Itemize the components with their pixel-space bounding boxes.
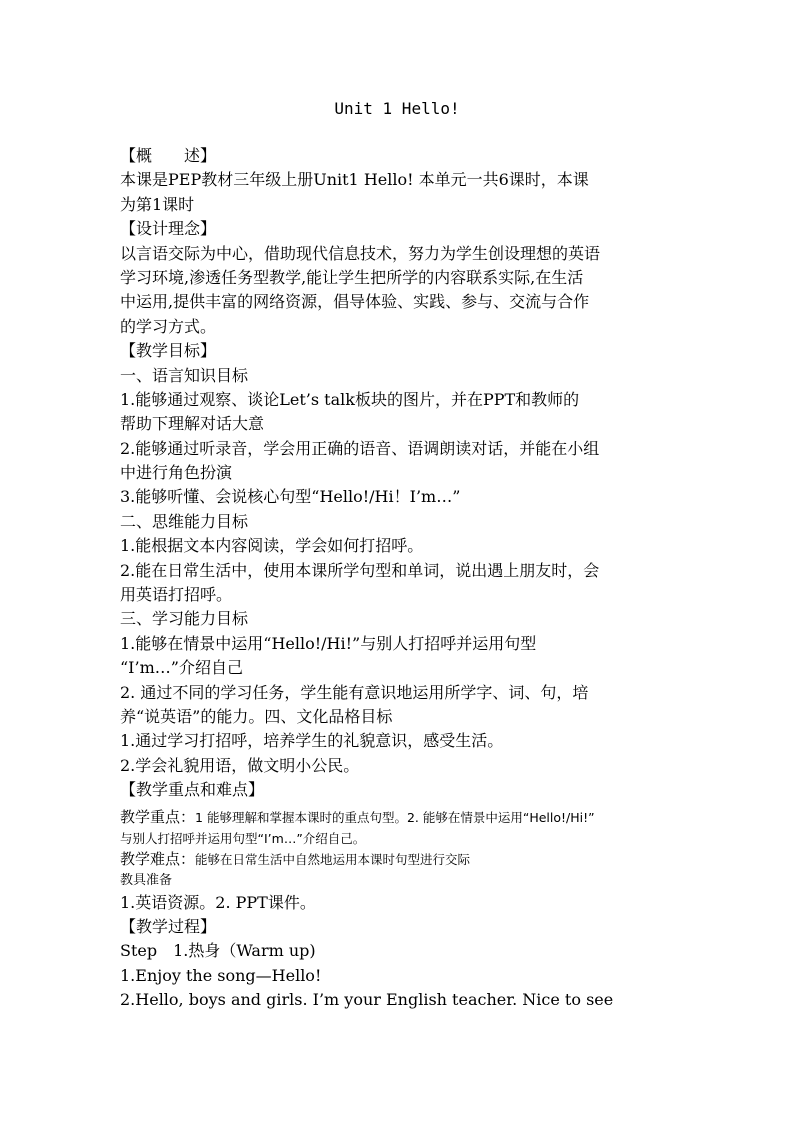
list-item: 用英语打招呼。 [120, 585, 233, 605]
paragraph-line: 本课是PEP教材三年级上册Unit1 Hello! 本单元一共6课时，本课 [120, 170, 589, 190]
list-item: 2.能在日常生活中，使用本课所学句型和单词，说出遇上朋友时，会 [120, 560, 600, 580]
list-item: “I’m…”介绍自己 [120, 658, 243, 678]
paragraph-line: 以言语交际为中心，借助现代信息技术，努力为学生创设理想的英语 [120, 243, 601, 263]
list-item: 1.通过学习打招呼，培养学生的礼貌意识，感受生活。 [120, 731, 504, 751]
section-heading-key-points: 【教学重点和难点】 [120, 780, 265, 800]
list-item: 3.能够听懂、会说核心句型“Hello!/Hi！I’m…” [120, 487, 461, 507]
subheading-learning-ability: 三、学习能力目标 [120, 609, 249, 629]
list-item: 1.能够在情景中运用“Hello!/Hi!”与别人打招呼并运用句型 [120, 633, 537, 653]
list-item: 中进行角色扮演 [120, 463, 233, 483]
list-item: 养“说英语”的能力。四、文化品格目标 [120, 706, 393, 726]
section-heading-overview: 【概 述】 [120, 146, 217, 165]
section-heading-design-concept: 【设计理念】 [120, 219, 217, 239]
paragraph-line: 为第1课时 [120, 194, 195, 214]
list-item: 2.学会礼貌用语，做文明小公民。 [120, 755, 360, 775]
document-body [120, 144, 680, 1013]
list-item: 2. 通过不同的学习任务，学生能有意识地运用所学字、词、句，培 [120, 682, 589, 702]
key-point-line [120, 807, 680, 828]
section-heading-teaching-goals: 【教学目标】 [120, 341, 217, 361]
document-title: Unit 1 Hello! [334, 99, 460, 118]
difficulty-line [120, 849, 680, 870]
list-item: 1.能根据文本内容阅读，学会如何打招呼。 [120, 536, 424, 556]
key-point-label: 教学重点： [120, 807, 196, 826]
difficulty-label: 教学难点： [120, 849, 196, 868]
key-point-continuation: 与别人打招呼并运用句型“I’m…”介绍自己。 [120, 830, 366, 846]
paragraph-line: 学习环境,渗透任务型教学,能让学生把所学的内容联系实际,在生活 [120, 267, 584, 287]
list-item: 1.能够通过观察、谈论Let’s talk板块的图片，并在PPT和教师的 [120, 389, 580, 409]
list-item: 2.Hello, boys and girls. I’m your English teacher. Nice to see [120, 990, 614, 1010]
section-heading-teaching-process: 【教学过程】 [120, 916, 217, 936]
list-item: 帮助下理解对话大意 [120, 414, 265, 434]
subheading-thinking-ability: 二、思维能力目标 [120, 511, 249, 531]
paragraph-line: 的学习方式。 [120, 316, 217, 336]
paragraph-line: 1.英语资源。2. PPT课件。 [120, 892, 316, 912]
step-heading: Step 1.热身（Warm up) [120, 941, 316, 961]
difficulty-text: 能够在日常生活中自然地运用本课时句型进行交际 [195, 851, 471, 867]
paragraph-line: 中运用,提供丰富的网络资源，倡导体验、实践、参与、交流与合作 [120, 292, 590, 312]
subheading-language-knowledge: 一、语言知识目标 [120, 365, 249, 385]
teaching-aids-heading: 教具准备 [120, 872, 173, 888]
key-point-text: 1 能够理解和掌握本课时的重点句型。2. 能够在情景中运用“Hello!/Hi!” [195, 809, 595, 825]
list-item: 2.能够通过听录音，学会用正确的语音、语调朗读对话，并能在小组 [120, 438, 600, 458]
list-item: 1.Enjoy the song—Hello! [120, 965, 322, 985]
